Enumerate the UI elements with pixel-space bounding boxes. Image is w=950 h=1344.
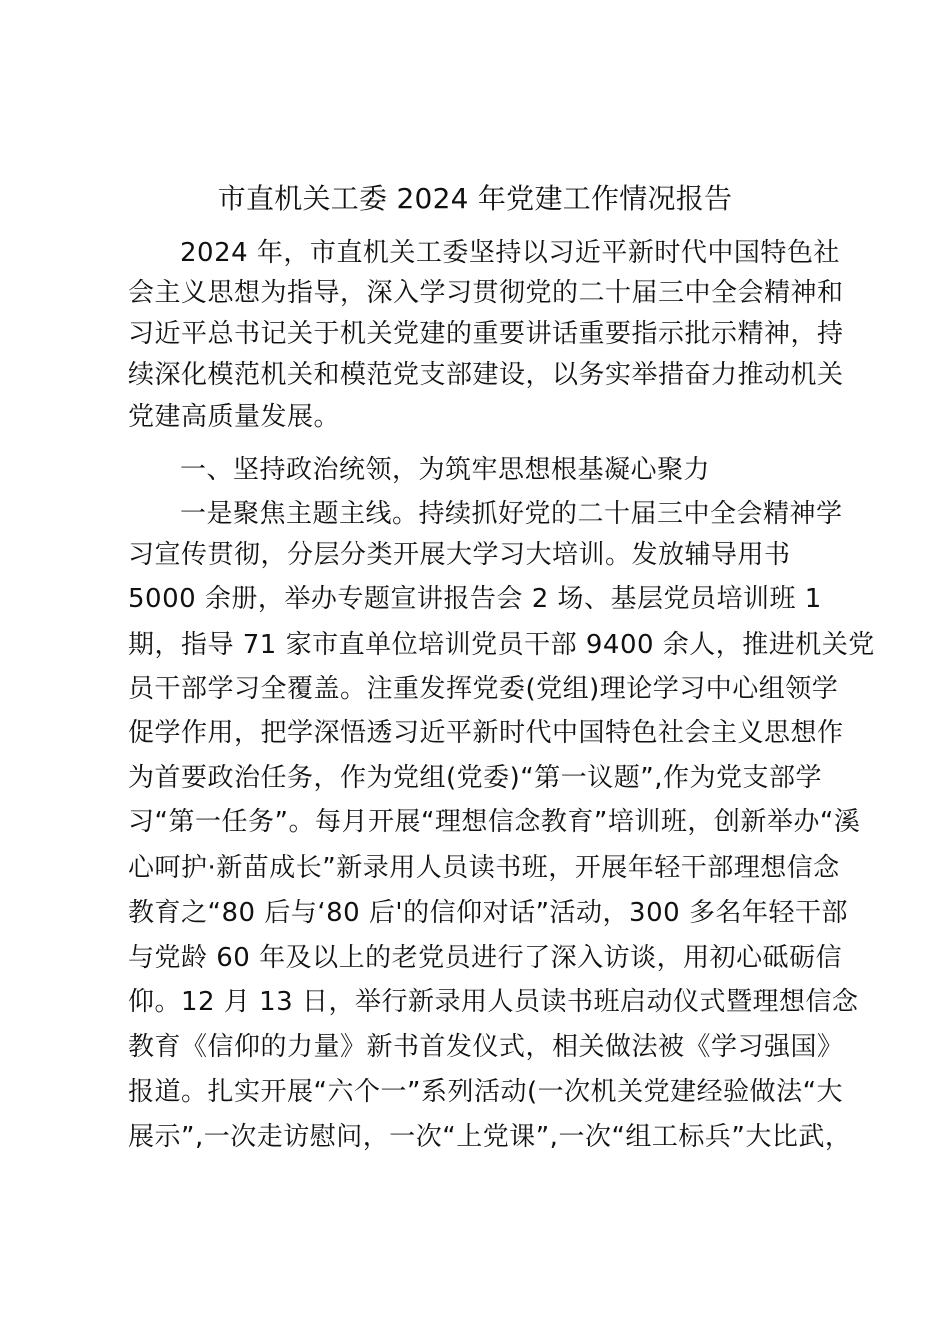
body-line: 教育之“80 后与‘80 后'的信仰对话”活动，300 多名年轻干部 [128,898,848,928]
body-line: 仰。12 月 13 日，举行新录用人员读书班启动仪式暨理想信念 [128,987,859,1017]
intro-line: 习近平总书记关于机关党建的重要讲话重要指示批示精神，持 [128,319,844,349]
body-line: 员干部学习全覆盖。注重发挥党委(党组)理论学习中心组领学 [128,674,839,704]
intro-line: 会主义思想为指导，深入学习贯彻党的二十届三中全会精神和 [128,278,844,308]
body-line: 习“第一任务”。每月开展“理想信念教育”培训班，创新举办“溪 [128,807,861,837]
intro-line: 续深化模范机关和模范党支部建设，以务实举措奋力推动机关 [128,360,844,390]
body-line: 为首要政治任务，作为党组(党委)“第一议题”,作为党支部学 [128,763,822,793]
body-line: 心呵护·新苗成长”新录用人员读书班，开展年轻干部理想信念 [128,853,840,883]
document-title: 市直机关工委 2024 年党建工作情况报告 [217,182,733,215]
body-line: 展示”,一次走访慰问，一次“上党课”,一次“组工标兵”大比武， [128,1122,852,1152]
body-line: 报道。扎实开展“六个一”系列活动(一次机关党建经验做法“大 [128,1077,844,1107]
body-line: 期，指导 71 家市直单位培训党员干部 9400 余人，推进机关党 [128,630,875,660]
body-line: 一是聚焦主题主线。持续抓好党的二十届三中全会精神学 [180,499,843,529]
body-line: 教育《信仰的力量》新书首发仪式，相关做法被《学习强国》 [128,1032,844,1062]
body-line: 与党龄 60 年及以上的老党员进行了深入访谈，用初心砥砺信 [128,943,843,973]
intro-line: 党建高质量发展。 [128,402,341,432]
body-line: 5000 余册，举办专题宣讲报告会 2 场、基层党员培训班 1 [128,584,822,614]
intro-line: 2024 年，市直机关工委坚持以习近平新时代中国特色社 [180,238,840,268]
section-heading: 一、坚持政治统领，为筑牢思想根基凝心聚力 [180,455,711,485]
body-line: 促学作用，把学深悟透习近平新时代中国特色社会主义思想作 [128,718,844,748]
body-line: 习宣传贯彻，分层分类开展大学习大培训。发放辅导用书 [128,540,791,570]
